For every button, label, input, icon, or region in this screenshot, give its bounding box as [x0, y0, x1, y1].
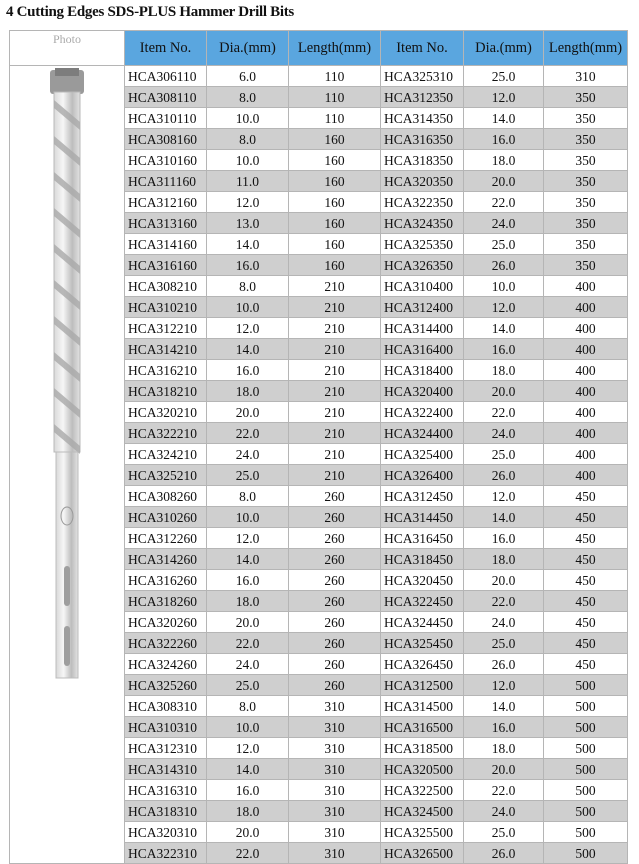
length-2-cell: 500 — [544, 717, 628, 738]
item-no-cell: HCA314310 — [125, 759, 207, 780]
length-cell: 160 — [289, 255, 381, 276]
dia-cell: 10.0 — [207, 108, 289, 129]
item-no-2-cell: HCA324450 — [381, 612, 464, 633]
dia-header: Dia.(mm) — [207, 31, 289, 66]
length-2-cell: 450 — [544, 486, 628, 507]
length-cell: 310 — [289, 822, 381, 843]
length-2-cell: 350 — [544, 150, 628, 171]
item-no-2-cell: HCA324400 — [381, 423, 464, 444]
length-cell: 260 — [289, 675, 381, 696]
dia-2-cell: 16.0 — [464, 129, 544, 150]
dia-cell: 16.0 — [207, 570, 289, 591]
item-no-cell: HCA316260 — [125, 570, 207, 591]
item-no-2-cell: HCA322350 — [381, 192, 464, 213]
item-no-cell: HCA310160 — [125, 150, 207, 171]
dia-cell: 11.0 — [207, 171, 289, 192]
dia-2-cell: 10.0 — [464, 276, 544, 297]
photo-header: Photo — [10, 31, 125, 66]
length-cell: 160 — [289, 234, 381, 255]
item-no-cell: HCA325210 — [125, 465, 207, 486]
length-cell: 310 — [289, 780, 381, 801]
length-2-cell: 400 — [544, 423, 628, 444]
item-no-cell: HCA314160 — [125, 234, 207, 255]
length-cell: 310 — [289, 759, 381, 780]
length-cell: 210 — [289, 297, 381, 318]
length-cell: 260 — [289, 570, 381, 591]
dia-cell: 10.0 — [207, 507, 289, 528]
length-cell: 260 — [289, 612, 381, 633]
dia-2-cell: 16.0 — [464, 528, 544, 549]
length-2-cell: 400 — [544, 276, 628, 297]
dia-cell: 22.0 — [207, 423, 289, 444]
item-no-2-cell: HCA324500 — [381, 801, 464, 822]
dia-2-cell: 16.0 — [464, 717, 544, 738]
dia-cell: 10.0 — [207, 297, 289, 318]
dia-2-cell: 26.0 — [464, 255, 544, 276]
length-header-2: Length(mm) — [544, 31, 628, 66]
dia-cell: 22.0 — [207, 843, 289, 864]
length-cell: 210 — [289, 318, 381, 339]
dia-cell: 12.0 — [207, 528, 289, 549]
item-no-cell: HCA322260 — [125, 633, 207, 654]
dia-2-cell: 18.0 — [464, 150, 544, 171]
dia-2-cell: 12.0 — [464, 297, 544, 318]
dia-2-cell: 12.0 — [464, 486, 544, 507]
length-2-cell: 500 — [544, 780, 628, 801]
length-cell: 210 — [289, 444, 381, 465]
length-2-cell: 450 — [544, 612, 628, 633]
item-no-cell: HCA308160 — [125, 129, 207, 150]
item-no-cell: HCA320210 — [125, 402, 207, 423]
item-no-cell: HCA314260 — [125, 549, 207, 570]
length-cell: 310 — [289, 801, 381, 822]
item-no-2-cell: HCA325350 — [381, 234, 464, 255]
item-no-2-cell: HCA322400 — [381, 402, 464, 423]
dia-2-cell: 14.0 — [464, 108, 544, 129]
dia-2-cell: 22.0 — [464, 402, 544, 423]
length-2-cell: 450 — [544, 570, 628, 591]
item-no-cell: HCA320260 — [125, 612, 207, 633]
dia-2-cell: 24.0 — [464, 612, 544, 633]
item-no-cell: HCA312210 — [125, 318, 207, 339]
item-no-header: Item No. — [125, 31, 207, 66]
length-cell: 110 — [289, 87, 381, 108]
length-2-cell: 350 — [544, 234, 628, 255]
length-2-cell: 400 — [544, 444, 628, 465]
length-cell: 160 — [289, 150, 381, 171]
item-no-2-cell: HCA320350 — [381, 171, 464, 192]
item-no-2-cell: HCA326450 — [381, 654, 464, 675]
item-no-2-cell: HCA316400 — [381, 339, 464, 360]
item-no-2-cell: HCA314400 — [381, 318, 464, 339]
length-cell: 260 — [289, 528, 381, 549]
dia-2-cell: 26.0 — [464, 465, 544, 486]
length-cell: 210 — [289, 465, 381, 486]
dia-2-cell: 20.0 — [464, 759, 544, 780]
length-2-cell: 350 — [544, 213, 628, 234]
dia-cell: 18.0 — [207, 801, 289, 822]
length-cell: 110 — [289, 66, 381, 87]
length-cell: 210 — [289, 339, 381, 360]
dia-cell: 14.0 — [207, 549, 289, 570]
item-no-2-cell: HCA316450 — [381, 528, 464, 549]
length-2-cell: 350 — [544, 192, 628, 213]
length-cell: 160 — [289, 171, 381, 192]
dia-2-cell: 25.0 — [464, 66, 544, 87]
dia-2-cell: 14.0 — [464, 318, 544, 339]
item-no-cell: HCA324210 — [125, 444, 207, 465]
length-cell: 260 — [289, 549, 381, 570]
length-cell: 260 — [289, 507, 381, 528]
dia-cell: 14.0 — [207, 759, 289, 780]
item-no-2-cell: HCA318400 — [381, 360, 464, 381]
dia-2-cell: 24.0 — [464, 423, 544, 444]
length-2-cell: 500 — [544, 822, 628, 843]
item-no-2-cell: HCA312450 — [381, 486, 464, 507]
dia-2-cell: 25.0 — [464, 444, 544, 465]
dia-cell: 25.0 — [207, 675, 289, 696]
dia-cell: 16.0 — [207, 780, 289, 801]
length-cell: 310 — [289, 696, 381, 717]
dia-2-cell: 25.0 — [464, 234, 544, 255]
dia-cell: 25.0 — [207, 465, 289, 486]
item-no-cell: HCA310210 — [125, 297, 207, 318]
dia-cell: 18.0 — [207, 591, 289, 612]
length-cell: 210 — [289, 423, 381, 444]
item-no-cell: HCA312160 — [125, 192, 207, 213]
dia-2-cell: 26.0 — [464, 654, 544, 675]
header-row — [10, 31, 628, 66]
length-2-cell: 310 — [544, 66, 628, 87]
item-no-2-cell: HCA324350 — [381, 213, 464, 234]
dia-cell: 8.0 — [207, 486, 289, 507]
item-no-2-cell: HCA318500 — [381, 738, 464, 759]
length-2-cell: 400 — [544, 465, 628, 486]
length-2-cell: 400 — [544, 339, 628, 360]
item-no-cell: HCA313160 — [125, 213, 207, 234]
length-cell: 310 — [289, 717, 381, 738]
length-2-cell: 350 — [544, 129, 628, 150]
item-no-cell: HCA316310 — [125, 780, 207, 801]
length-2-cell: 400 — [544, 297, 628, 318]
dia-2-cell: 25.0 — [464, 633, 544, 654]
length-2-cell: 500 — [544, 801, 628, 822]
length-cell: 160 — [289, 192, 381, 213]
dia-2-cell: 20.0 — [464, 171, 544, 192]
item-no-cell: HCA320310 — [125, 822, 207, 843]
item-no-2-cell: HCA325500 — [381, 822, 464, 843]
length-cell: 210 — [289, 360, 381, 381]
length-2-cell: 450 — [544, 549, 628, 570]
dia-2-cell: 12.0 — [464, 675, 544, 696]
length-header: Length(mm) — [289, 31, 381, 66]
item-no-cell: HCA308260 — [125, 486, 207, 507]
length-2-cell: 500 — [544, 675, 628, 696]
item-no-2-cell: HCA314500 — [381, 696, 464, 717]
item-no-2-cell: HCA320400 — [381, 381, 464, 402]
sds-plus-drill-bit-image — [10, 66, 124, 863]
item-no-2-cell: HCA312500 — [381, 675, 464, 696]
dia-2-cell: 22.0 — [464, 192, 544, 213]
item-no-cell: HCA316210 — [125, 360, 207, 381]
dia-cell: 16.0 — [207, 255, 289, 276]
dia-cell: 20.0 — [207, 822, 289, 843]
length-2-cell: 400 — [544, 402, 628, 423]
item-no-2-cell: HCA312350 — [381, 87, 464, 108]
item-no-cell: HCA318210 — [125, 381, 207, 402]
item-no-cell: HCA308210 — [125, 276, 207, 297]
dia-cell: 20.0 — [207, 402, 289, 423]
length-2-cell: 500 — [544, 843, 628, 864]
dia-cell: 12.0 — [207, 318, 289, 339]
table-row — [10, 66, 628, 87]
length-cell: 260 — [289, 591, 381, 612]
item-no-cell: HCA325260 — [125, 675, 207, 696]
dia-cell: 8.0 — [207, 129, 289, 150]
length-cell: 260 — [289, 486, 381, 507]
dia-cell: 6.0 — [207, 66, 289, 87]
length-cell: 310 — [289, 843, 381, 864]
length-cell: 260 — [289, 633, 381, 654]
item-no-2-cell: HCA322500 — [381, 780, 464, 801]
dia-2-cell: 20.0 — [464, 570, 544, 591]
length-2-cell: 400 — [544, 381, 628, 402]
item-no-2-cell: HCA312400 — [381, 297, 464, 318]
item-no-2-cell: HCA314450 — [381, 507, 464, 528]
dia-2-cell: 16.0 — [464, 339, 544, 360]
item-no-2-cell: HCA320500 — [381, 759, 464, 780]
item-no-cell: HCA312310 — [125, 738, 207, 759]
dia-header-2: Dia.(mm) — [464, 31, 544, 66]
item-no-cell: HCA310310 — [125, 717, 207, 738]
dia-cell: 16.0 — [207, 360, 289, 381]
dia-cell: 8.0 — [207, 696, 289, 717]
item-no-cell: HCA318260 — [125, 591, 207, 612]
dia-cell: 10.0 — [207, 717, 289, 738]
item-no-cell: HCA308310 — [125, 696, 207, 717]
dia-2-cell: 20.0 — [464, 381, 544, 402]
item-no-2-cell: HCA326500 — [381, 843, 464, 864]
dia-cell: 8.0 — [207, 276, 289, 297]
dia-cell: 14.0 — [207, 234, 289, 255]
dia-2-cell: 18.0 — [464, 549, 544, 570]
dia-2-cell: 14.0 — [464, 696, 544, 717]
dia-2-cell: 25.0 — [464, 822, 544, 843]
length-cell: 310 — [289, 738, 381, 759]
item-no-2-cell: HCA325450 — [381, 633, 464, 654]
item-no-2-cell: HCA325310 — [381, 66, 464, 87]
item-no-cell: HCA322310 — [125, 843, 207, 864]
item-no-cell: HCA316160 — [125, 255, 207, 276]
drill-bit-table — [9, 30, 628, 864]
item-no-2-cell: HCA320450 — [381, 570, 464, 591]
item-no-cell: HCA310110 — [125, 108, 207, 129]
item-no-2-cell: HCA326400 — [381, 465, 464, 486]
dia-cell: 18.0 — [207, 381, 289, 402]
length-cell: 160 — [289, 129, 381, 150]
item-no-2-cell: HCA314350 — [381, 108, 464, 129]
dia-2-cell: 12.0 — [464, 87, 544, 108]
length-cell: 210 — [289, 276, 381, 297]
dia-cell: 22.0 — [207, 633, 289, 654]
dia-2-cell: 14.0 — [464, 507, 544, 528]
length-cell: 260 — [289, 654, 381, 675]
length-2-cell: 350 — [544, 171, 628, 192]
length-2-cell: 350 — [544, 108, 628, 129]
photo-cell — [10, 66, 125, 864]
dia-2-cell: 24.0 — [464, 801, 544, 822]
dia-2-cell: 18.0 — [464, 360, 544, 381]
dia-cell: 13.0 — [207, 213, 289, 234]
length-cell: 110 — [289, 108, 381, 129]
item-no-2-cell: HCA318350 — [381, 150, 464, 171]
dia-2-cell: 26.0 — [464, 843, 544, 864]
item-no-header-2: Item No. — [381, 31, 464, 66]
item-no-cell: HCA310260 — [125, 507, 207, 528]
length-2-cell: 450 — [544, 528, 628, 549]
dia-cell: 24.0 — [207, 654, 289, 675]
dia-cell: 8.0 — [207, 87, 289, 108]
dia-cell: 24.0 — [207, 444, 289, 465]
length-2-cell: 450 — [544, 507, 628, 528]
item-no-cell: HCA324260 — [125, 654, 207, 675]
item-no-cell: HCA306110 — [125, 66, 207, 87]
dia-cell: 14.0 — [207, 339, 289, 360]
length-2-cell: 450 — [544, 591, 628, 612]
length-2-cell: 450 — [544, 633, 628, 654]
page-title: 4 Cutting Edges SDS-PLUS Hammer Drill Bits — [6, 4, 294, 20]
length-2-cell: 350 — [544, 87, 628, 108]
item-no-cell: HCA308110 — [125, 87, 207, 108]
item-no-2-cell: HCA325400 — [381, 444, 464, 465]
item-no-cell: HCA311160 — [125, 171, 207, 192]
dia-2-cell: 22.0 — [464, 591, 544, 612]
item-no-2-cell: HCA326350 — [381, 255, 464, 276]
dia-cell: 12.0 — [207, 192, 289, 213]
item-no-2-cell: HCA316350 — [381, 129, 464, 150]
length-2-cell: 400 — [544, 360, 628, 381]
dia-cell: 20.0 — [207, 612, 289, 633]
length-cell: 160 — [289, 213, 381, 234]
item-no-cell: HCA318310 — [125, 801, 207, 822]
item-no-2-cell: HCA318450 — [381, 549, 464, 570]
item-no-cell: HCA312260 — [125, 528, 207, 549]
length-2-cell: 450 — [544, 654, 628, 675]
dia-2-cell: 18.0 — [464, 738, 544, 759]
dia-cell: 12.0 — [207, 738, 289, 759]
item-no-cell: HCA322210 — [125, 423, 207, 444]
item-no-2-cell: HCA316500 — [381, 717, 464, 738]
length-2-cell: 500 — [544, 738, 628, 759]
length-2-cell: 500 — [544, 759, 628, 780]
dia-cell: 10.0 — [207, 150, 289, 171]
item-no-cell: HCA314210 — [125, 339, 207, 360]
length-2-cell: 400 — [544, 318, 628, 339]
dia-2-cell: 22.0 — [464, 780, 544, 801]
length-cell: 210 — [289, 402, 381, 423]
length-2-cell: 500 — [544, 696, 628, 717]
length-cell: 210 — [289, 381, 381, 402]
item-no-2-cell: HCA310400 — [381, 276, 464, 297]
item-no-2-cell: HCA322450 — [381, 591, 464, 612]
dia-2-cell: 24.0 — [464, 213, 544, 234]
length-2-cell: 350 — [544, 255, 628, 276]
